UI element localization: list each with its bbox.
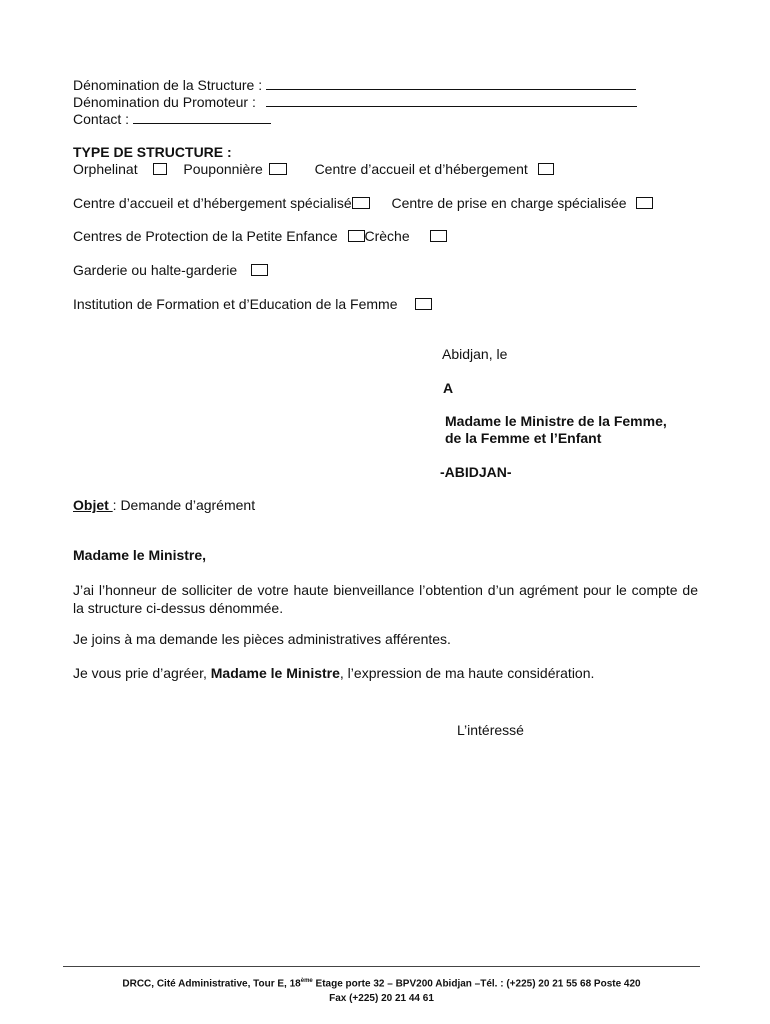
recipient-city: -ABIDJAN-	[440, 464, 512, 480]
option-prise-en-charge-label: Centre de prise en charge spécialisée	[391, 195, 627, 211]
closing-post: , l’expression de ma haute considération.	[339, 665, 595, 681]
contact-row	[73, 111, 271, 127]
footer-line-2: Fax (+225) 20 21 44 61	[329, 993, 434, 1004]
closing-bold: Madame le Ministre	[210, 665, 340, 681]
option-centre-accueil-label: Centre d’accueil et d’hébergement	[314, 161, 528, 177]
recipient-to: A	[443, 380, 454, 396]
structure-name-field[interactable]	[266, 77, 636, 90]
option-garderie-checkbox[interactable]	[251, 264, 268, 276]
letter-paragraph-2: Je joins à ma demande les pièces administratives afférentes.	[73, 631, 451, 647]
closing-pre: Je vous prie d’agréer,	[73, 665, 211, 681]
option-centre-accueil-checkbox[interactable]	[538, 163, 554, 175]
contact-field[interactable]	[133, 111, 271, 124]
recipient-line-1: Madame le Ministre de la Femme,	[445, 413, 667, 429]
option-pouponniere-label: Pouponnière	[183, 161, 263, 177]
place-date: Abidjan, le	[442, 346, 508, 362]
option-orphelinat-label: Orphelinat	[73, 161, 138, 177]
option-pouponniere-checkbox[interactable]	[269, 163, 287, 175]
object-label: Objet	[73, 497, 113, 513]
option-centre-accueil-specialise-checkbox[interactable]	[352, 197, 370, 209]
letter-closing	[73, 665, 594, 681]
footer-line-1-sup: ème	[300, 978, 313, 984]
structure-name-label: Dénomination de la Structure :	[73, 77, 263, 93]
option-creche-label: Crèche	[364, 228, 410, 244]
promoteur-name-row	[73, 94, 637, 110]
promoteur-name-label: Dénomination du Promoteur :	[73, 94, 256, 110]
option-prise-en-charge-checkbox[interactable]	[636, 197, 653, 209]
footer-line-1-pre: DRCC, Cité Administrative, Tour E, 18	[122, 978, 301, 990]
option-institution-femme-checkbox[interactable]	[415, 298, 432, 310]
option-petite-enfance-checkbox[interactable]	[348, 230, 365, 242]
option-centre-accueil-specialise-label: Centre d’accueil et d’hébergement spécialisé	[73, 195, 352, 211]
structure-name-row	[73, 77, 636, 93]
footer-line-1-post: Etage porte 32 – BPV200 Abidjan –Tél. : (+225) 20 21 55 68 Poste 420	[312, 978, 641, 990]
contact-label: Contact :	[73, 111, 130, 127]
structure-type-row-5	[73, 296, 432, 312]
object-text: : Demande d’agrément	[112, 497, 256, 513]
object-line	[73, 497, 255, 513]
footer-divider	[63, 966, 700, 967]
promoteur-name-field[interactable]	[266, 94, 637, 107]
recipient-line-2: de la Femme et l’Enfant	[445, 430, 602, 446]
option-garderie-label: Garderie ou halte-garderie	[73, 262, 238, 278]
option-creche-checkbox[interactable]	[430, 230, 447, 242]
structure-type-row-2	[73, 195, 653, 211]
signature: L’intéressé	[457, 722, 524, 738]
structure-type-row-1	[73, 161, 554, 177]
option-petite-enfance-label: Centres de Protection de la Petite Enfance	[73, 228, 338, 244]
structure-type-heading: TYPE DE STRUCTURE :	[73, 144, 232, 160]
structure-type-row-4	[73, 262, 268, 278]
option-institution-femme-label: Institution de Formation et d’Education de la Femme	[73, 296, 398, 312]
footer-line-1	[63, 978, 700, 989]
option-orphelinat-checkbox[interactable]	[153, 163, 167, 175]
letter-paragraph-1: J’ai l’honneur de solliciter de votre haute bienveillance l’obtention d’un agrément pour le compte de la structure ci-dessus dénommée.	[73, 582, 698, 616]
structure-type-row-3	[73, 228, 447, 244]
salutation: Madame le Ministre,	[73, 547, 207, 563]
